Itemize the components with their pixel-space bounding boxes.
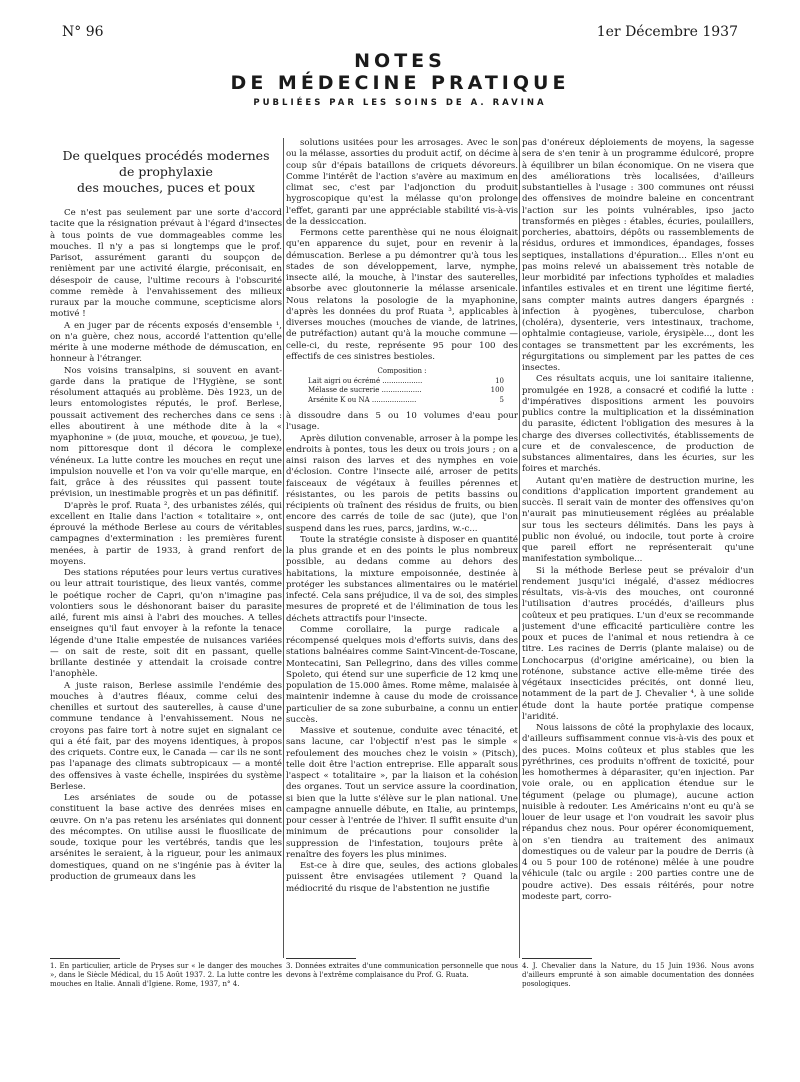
article-title-line1: De quelques procédés modernes	[62, 148, 270, 163]
footnote-rule	[50, 958, 120, 959]
paragraph: A en juger par de récents exposés d'ensemble ¹, on n'a guère, chez nous, accordé l'attention qu'elle mérite à une moderne méthode de démuscation, en honneur à l'étranger.	[50, 320, 282, 365]
column-1	[50, 138, 282, 950]
column-divider-2	[519, 138, 520, 958]
paragraph: Massive et soutenue, conduite avec ténacité, et sans lacune, car l'objectif n'est pas le simple « refoulement des mouches chez le voisin » (Pitsch), telle doit être l'action entreprise. Elle apparaît sous l'aspect « totalitaire », par la liaison et la cohésion des organes. Tout un service assure la coordination, si bien que la lutte s'élève sur le plan national. Une campagne annuelle débute, en Italie, au printemps, pour cesser à l'entrée de l'hiver. Il suffit ensuite d'un minimum de précautions pour consolider la suppression de l'infestation, toujours prête à renaître des foyers les plus minimes.	[286, 726, 518, 860]
footnote: 4. J. Chevalier dans la Nature, du 15 Juin 1936. Nous avons d'ailleurs emprunté à son aimable documentation des données posologiques.	[522, 962, 754, 988]
footnotes-column-2	[286, 962, 518, 980]
paragraph: Est-ce à dire que, seules, des actions globales puissent être envisagées utilement ? Quand la médiocrité du risque de l'abstention ne justifie	[286, 861, 518, 894]
paragraph: Des stations réputées pour leurs vertus curatives ou leur attrait touristique, des lieux vantés, comme le poétique rocher de Capri, qu'on n'imagine pas volontiers sous le déshonorant baiser du parasite ailé, furent mis ainsi à l'abri des mouches. A telles enseignes qu'il faut envoyer à la refonte la tenace légende d'une Italie empestée de nuisances variées — on sait de reste, soit dit en passant, quelle brillante destinée y attendait la croisade contre l'anophèle.	[50, 568, 282, 680]
journal-title-line2: DE MÉDECINE PRATIQUE	[230, 72, 570, 94]
composition-row	[286, 396, 518, 406]
paragraph: Autant qu'en matière de destruction murine, les conditions d'application importent grandement au succès. Il serait vain de monter des offensives qu'on n'aurait pas minutieusement réglées au préalable sur tous les secteurs délimités. Dans les pays à public non évolué, ou indocile, tout porte à croire que pareil effort ne représenterait qu'une manifestation symbolique...	[522, 475, 754, 565]
ingredient-name: Lait aigri ou écrémé ..................	[308, 376, 423, 385]
footnote: 3. Données extraites d'une communication personnelle que nous devons à l'extrême complaisance du Prof. G. Ruata.	[286, 962, 518, 979]
paragraph: D'après le prof. Ruata ², des urbanistes zélés, qui excellent en Italie dans l'action « totalitaire », ont éprouvé la méthode Berlese au cours de véritables campagnes d'extermination : les premières furent menées, à partir de 1933, à grand renfort de moyens.	[50, 500, 282, 567]
paragraph: Si la méthode Berlese peut se prévaloir d'un rendement jusqu'ici inégalé, d'assez médiocres résultats, vis-à-vis des mouches, ont couronné l'utilisation d'autres procédés, d'ailleurs plus coûteux et peu pratiques. L'un d'eux se recommande justement d'une efficacité particulière contre les poux et puces de l'animal et nous retiendra à ce titre. Les racines de Derris (plante malaise) ou de Lonchocarpus (d'origine américaine), ou bien la roténone, substance active elle-même tirée des végétaux insecticides précités, ont donné lieu, notamment de la part de J. Chevalier ⁴, à une solide étude dont la haute portée pratique compense l'aridité.	[522, 565, 754, 722]
article-title	[50, 148, 282, 196]
paragraph: Fermons cette parenthèse qui ne nous éloignait qu'en apparence du sujet, pour en revenir à la démuscation. Berlese a pu démontrer qu'à tous les stades de son développement, larve, nymphe, insecte ailé, la mouche, à l'instar des sauterelles, absorbe avec gloutonnerie la mélasse arsenicale. Nous relatons la posologie de la myaphonine, d'après les données du prof Ruata ³, applicables à diverses mouches (mouches de viande, de latrines, de putréfaction) autant qu'à la mouche commune — celle-ci, du reste, représente 95 pour 100 des effectifs de ces sinistres bestioles.	[286, 228, 518, 362]
paragraph: pas d'onéreux déploiements de moyens, la sagesse sera de s'en tenir à un programme édulcoré, propre à équilibrer un bilan économique. On ne visera que des améliorations très localisées, d'ailleurs substantielles à l'usage : 300 communes ont réussi des offensives de moindre baleine en concentrant l'action sur les points vulnérables, ipso jacto transformés en pièges : étables, écuries, poulaillers, porcheries, abattoirs, dépôts ou rassemblements de résidus, ordures et immondices, épandages, fosses septiques, installations d'épuration... Elles n'ont eu pas moins relevé un abaissement très notable de leur morbidité par infections typhoïdes et maladies infantiles estivales et en tirent une légitime fierté, sans compter maints autres dangers épargnés : infection à pyogènes, tuberculose, charbon (choléra), dysenterie, vers intestinaux, trachome, ophtalmie contagieuse, variole, érysipèle..., dont les contages se transmettent par les excréments, les régurgitations ou simplement par les pattes de ces insectes.	[522, 138, 754, 373]
ingredient-name: Mélasse de sucrerie ..................	[308, 386, 422, 394]
column-2	[286, 138, 518, 950]
footnote-rule	[522, 958, 592, 959]
paragraph: A juste raison, Berlese assimile l'endémie des mouches à d'autres fléaux, comme celui des chenilles et surtout des sauterelles, à cause d'une commune tendance à l'envahissement. Nous ne croyons pas faire tort à notre sujet en signalant ce qui a été fait, par des moyens identiques, à propos des criquets. Contre eux, le Canada — car ils ne sont pas l'apanage des climats subtropicaux — a monté des offensives à vaste échelle, inspirées du système Berlese.	[50, 680, 282, 792]
journal-subtitle: PUBLIÉES PAR LES SOINS DE A. RAVINA	[253, 98, 547, 108]
ingredient-qty: 10	[495, 376, 504, 385]
column-divider-1	[283, 138, 284, 958]
paragraph: à dissoudre dans 5 ou 10 volumes d'eau pour l'usage.	[286, 411, 518, 433]
composition-table	[286, 367, 518, 405]
paragraph: Après dilution convenable, arroser à la pompe les endroits à pontes, tous les deux ou trois jours ; on a ainsi raison des larves et des nymphes en voie d'éclosion. Contre l'insecte ailé, arroser de petits faisceaux de végétaux à feuilles pérennes et résistantes, ou les parois de petits bassins ou récipients où traînent des résidus de fruits, ou bien encore des carrés de toile de sac (jute), que l'on suspend dans les rues, parcs, jardins, w.-c...	[286, 433, 518, 534]
footnote-rule	[286, 958, 356, 959]
footnotes-column-1	[50, 962, 282, 989]
ingredient-name: Arsénite K ou NA ....................	[308, 395, 417, 404]
paragraph: Nous laissons de côté la prophylaxie des locaux, d'ailleurs suffisamment connue vis-à-vis des poux et des puces. Moins coûteux et plus stables que les pyréthrines, ces produits n'offrent de toxicité, pour les homothermes à déparasiter, qu'en injection. Par voie orale, ou en application étendue sur le tégument (pelage ou plumage), aucune action nuisible à redouter. Les Américains n'ont eu qu'à se louer de leur usage et l'on voudrait les savoir plus répandus chez nous. Pour opérer économiquement, on s'en tiendra au traitement des animaux domestiques ou de valeur par la poudre de Derris (à 4 ou 5 pour 100 de roténone) mêlée à une poudre véhicule (talc ou argile : 200 parties contre une de poudre active). Des essais réitérés, pour notre modeste part, corro-	[522, 723, 754, 902]
paragraph: Comme corollaire, la purge radicale a récompensé quelques mois d'efforts suivis, dans des stations balnéaires comme Saint-Vincent-de-Toscane, Montecatini, San Pellegrino, dans des villes comme Spoleto, qui étend sur une superficie de 12 kmq une population de 15.000 âmes. Rome même, malaisée à maintenir indemne à cause du mode de croissance particulier de sa zone suburbaine, a connu un entier succès.	[286, 624, 518, 725]
composition-row	[286, 386, 518, 396]
paragraph: Les arséniates de soude ou de potasse constituent la base active des denrées mises en œuvre. On n'a pas retenu les arséniates qui donnent des mécomptes. On utilise aussi le fluosilicate de soude, toxique pour les vertébrés, tandis que les arsénites le seraient, à la rigueur, pour les animaux domestiques, quand on ne s'ingénie pas à éviter la production de grumeaux dans les	[50, 793, 282, 882]
ingredient-qty: 100	[490, 386, 504, 394]
paragraph: Nos voisins transalpins, si souvent en avant-garde dans la pratique de l'Hygiène, se sont résolument attaqués au problème. Dès 1923, un de leurs entomologistes réputés, le prof. Berlese, poussait activement des recherches dans ce sens : elles aboutirent à une méthode dite à la « myaphonine » (de μυια, mouche, et φονευω, je tue), nom pittoresque dont il décora le complexe vénéneux. La lutte contre les mouches en reçut une impulsion nouvelle et l'on va voir qu'elle marque, en fait, grâce à des réussites qui passent toute prévision, un inestimable progrès et un pas définitif.	[50, 365, 282, 500]
column-3	[522, 138, 754, 950]
paragraph: Ce n'est pas seulement par une sorte d'accord tacite que la résignation prévaut à l'égard d'insectes à tous points de vue dommageables comme les mouches. Il n'y a pas si longtemps que le prof. Parisot, assurément garanti du soupçon de renièment par une activité élargie, préconisait, en désespoir de cause, l'ultime recours à l'obscurité comme remède à l'envahissement des milieux ruraux par la mouche commune, scepticisme alors motivé !	[50, 208, 282, 320]
article-title-line2: de prophylaxie	[119, 164, 213, 179]
footnote: 1. En particulier, article de Pryses sur « le danger des mouches », dans le Siècle Médical, du 15 Août 1937. 2. La lutte contre les mouches en Italie. Annali d'Igiene. Rome, 1937, n° 4.	[50, 962, 282, 988]
journal-title-line1: NOTES	[354, 50, 446, 72]
article-title-line3: des mouches, puces et poux	[77, 180, 255, 195]
paragraph: Toute la stratégie consiste à disposer en quantité la plus grande et en des points le plus nombreux possible, au dedans comme au dehors des habitations, la mixture empoisonnée, destinée à protéger les substances alimentaires ou le matériel infecté. Cela sans préjudice, il va de soi, des simples mesures de propreté et de l'élimination de tous les déchets attractifs pour l'insecte.	[286, 534, 518, 624]
paragraph: Ces résultats acquis, une loi sanitaire italienne, promulgée en 1928, a consacré et codifié la lutte : d'impératives dispositions arment les pouvoirs publics contre la multiplication et la dissémination du parasite, édictent l'obligation des mesures à la charge des diverses collectivités, établissements de cure et de convalescence, de production de substances alimentaires, dans les écuries, sur les foires et marchés.	[522, 374, 754, 475]
composition-row	[286, 377, 518, 387]
footnotes-column-3	[522, 962, 754, 989]
paragraph: solutions usitées pour les arrosages. Avec le son ou la mélasse, assorties du produit actif, on décime à coup sûr d'épais bataillons de criquets dévoreurs. Comme l'intérêt de l'action s'avère au maximum en climat sec, c'est par l'adjonction du produit hygroscopique qu'est la mélasse qu'on prolonge l'effet, garanti par une appréciable stabilité vis-à-vis de la dessiccation.	[286, 138, 518, 227]
ingredient-qty: 5	[499, 395, 504, 404]
composition-title: Composition :	[377, 367, 427, 375]
issue-number: N° 96	[62, 24, 104, 40]
issue-date: 1er Décembre 1937	[596, 24, 738, 40]
